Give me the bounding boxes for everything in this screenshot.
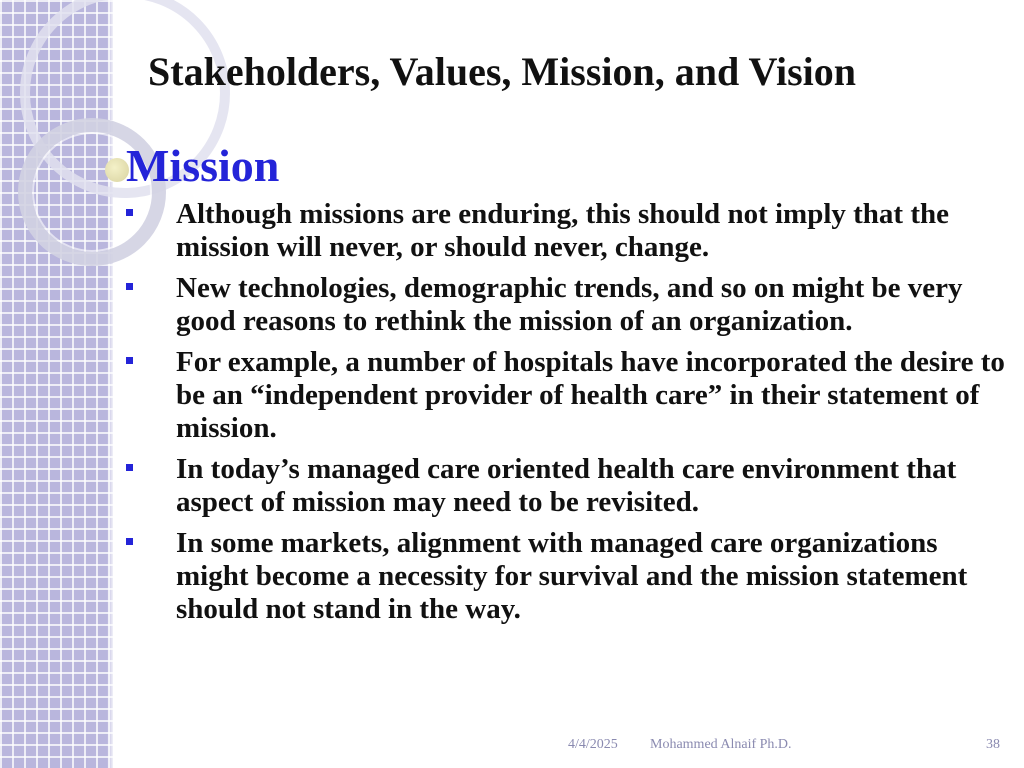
square-bullet-icon: [126, 209, 133, 216]
square-bullet-icon: [126, 538, 133, 545]
bullet-item: [126, 527, 1006, 626]
bullet-text: In today’s managed care oriented health care environment that aspect of mission may need to be revisited.: [176, 453, 957, 518]
page-number: 38: [986, 737, 1000, 752]
bullet-list: [126, 198, 1006, 634]
footer-date: 4/4/2025: [568, 737, 618, 752]
footer-author: Mohammed Alnaif Ph.D.: [650, 737, 792, 752]
bullet-text: New technologies, demographic trends, and so on might be very good reasons to rethink the mission of an organization.: [176, 272, 963, 337]
bullet-text: For example, a number of hospitals have incorporated the desire to be an “independent provider of health care” in their statement of mission.: [176, 346, 1005, 444]
bullet-text: In some markets, alignment with managed care organizations might become a necessity for survival and the mission statement should not stand in the way.: [176, 527, 968, 625]
bullet-text: Although missions are enduring, this should not imply that the mission will never, or should never, change.: [176, 198, 949, 263]
bullet-item: [126, 453, 1006, 519]
bullet-item: [126, 198, 1006, 264]
section-heading: Mission: [126, 140, 280, 191]
bullet-item: [126, 272, 1006, 338]
square-bullet-icon: [126, 357, 133, 364]
square-bullet-icon: [126, 464, 133, 471]
square-bullet-icon: [126, 283, 133, 290]
slide-title: Stakeholders, Values, Mission, and Vision: [148, 49, 856, 94]
bullet-item: [126, 346, 1006, 445]
